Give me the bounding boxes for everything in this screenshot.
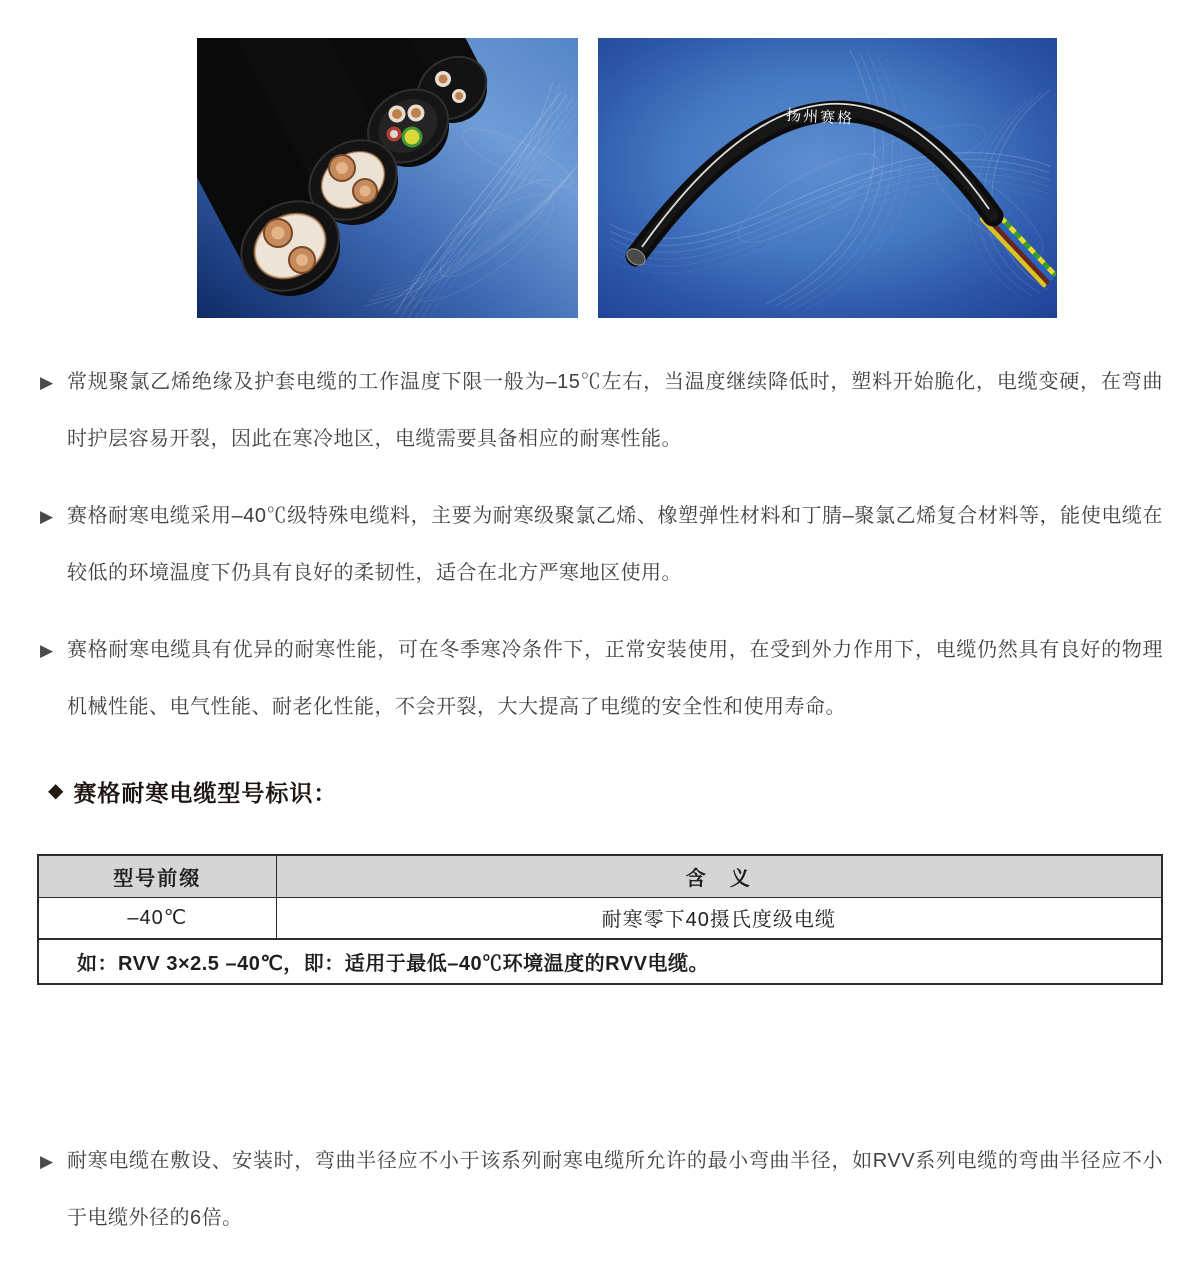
page-content — [0, 318, 1200, 1247]
paragraph-text: 耐寒电缆在敷设、安装时，弯曲半径应不小于该系列耐寒电缆所允许的最小弯曲半径，如RVV系列电缆的弯曲半径应不小于电缆外径的6倍。 — [67, 1150, 1163, 1229]
cell-example-note: 如：RVV 3×2.5 –40℃，即：适用于最低–40℃环境温度的RVV电缆。 — [38, 939, 1162, 984]
section-title: 赛格耐寒电缆型号标识： — [73, 779, 338, 806]
right-triangle-bullet-icon: ▶ — [40, 507, 54, 526]
bullet-paragraph-footer — [40, 1133, 1163, 1247]
photo-bent-cable — [598, 38, 1057, 318]
table-note-row — [38, 939, 1162, 984]
cell-model-prefix: –40℃ — [38, 897, 276, 939]
cell-meaning: 耐寒零下40摄氏度级电缆 — [276, 897, 1162, 939]
product-photos — [0, 0, 1200, 318]
photo-cable-cross-sections — [197, 38, 578, 318]
section-header — [48, 776, 1163, 806]
model-prefix-table — [37, 854, 1163, 985]
column-header-model-prefix: 型号前缀 — [38, 855, 276, 897]
table-header-row — [38, 855, 1162, 897]
bullet-paragraph-3 — [40, 622, 1163, 736]
paragraph-text: 赛格耐寒电缆采用–40℃级特殊电缆料，主要为耐寒级聚氯乙烯、橡塑弹性材料和丁腈–聚氯乙烯复合材料等，能使电缆在较低的环境温度下仍具有良好的柔韧性，适合在北方严寒地区使用。 — [67, 505, 1163, 584]
bullet-paragraph-1 — [40, 354, 1163, 468]
paragraph-text: 赛格耐寒电缆具有优异的耐寒性能，可在冬季寒冷条件下，正常安装使用，在受到外力作用下，电缆仍然具有良好的物理机械性能、电气性能、耐老化性能，不会开裂，大大提高了电缆的安全性和使用寿命。 — [67, 639, 1163, 718]
bullet-paragraph-2 — [40, 488, 1163, 602]
column-header-meaning: 含 义 — [276, 855, 1162, 897]
right-triangle-bullet-icon: ▶ — [40, 1152, 54, 1171]
table-row — [38, 897, 1162, 939]
photo-right-background — [598, 38, 1057, 318]
right-triangle-bullet-icon: ▶ — [40, 641, 54, 660]
right-triangle-bullet-icon: ▶ — [40, 373, 54, 392]
diamond-icon: ◆ — [48, 780, 64, 802]
cable-brand-print: 扬州赛格 — [785, 107, 855, 128]
paragraph-text: 常规聚氯乙烯绝缘及护套电缆的工作温度下限一般为–15℃左右，当温度继续降低时，塑料开始脆化，电缆变硬，在弯曲时护层容易开裂，因此在寒冷地区，电缆需要具备相应的耐寒性能。 — [67, 371, 1163, 450]
